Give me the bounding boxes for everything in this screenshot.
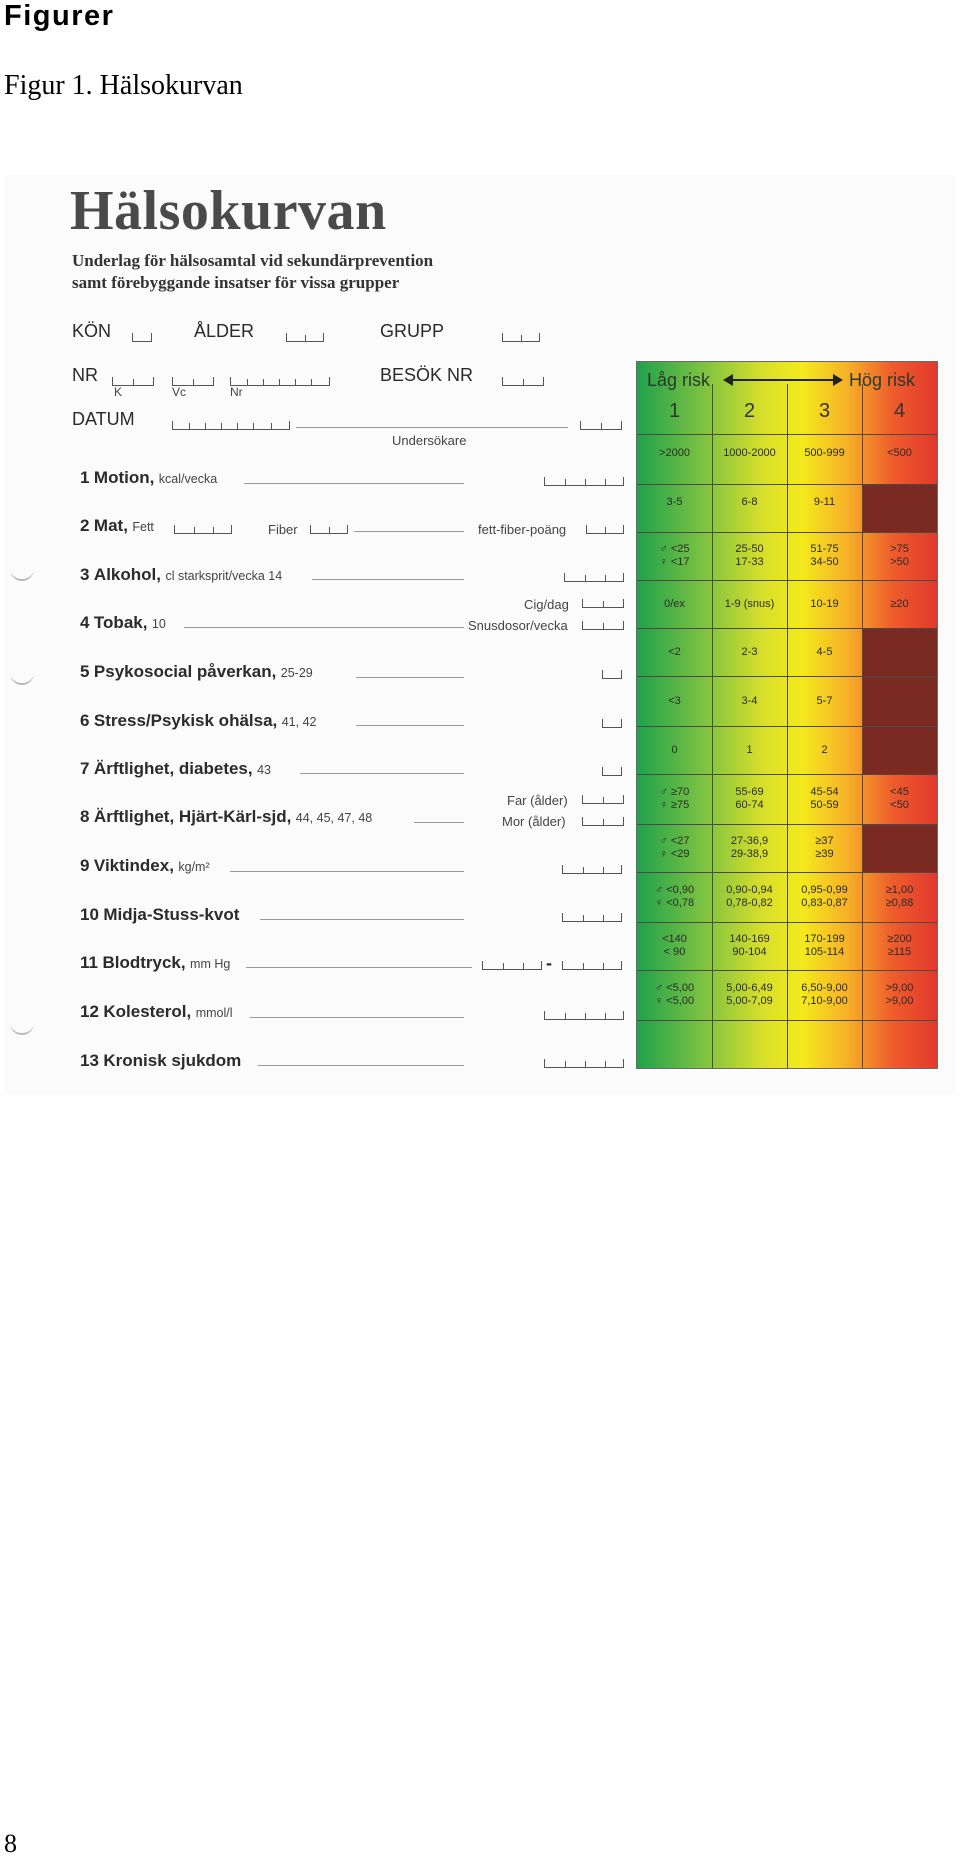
- besok-nr-boxes[interactable]: [502, 377, 544, 386]
- item-row-11: [80, 953, 230, 973]
- risk-cell-r2-c2: 6-8: [741, 495, 758, 508]
- alder-boxes[interactable]: [286, 333, 324, 342]
- risk-cell-r8-c3: 45-54 50-59: [810, 786, 839, 811]
- item-line: [244, 483, 464, 484]
- grupp-label: GRUPP: [380, 321, 445, 341]
- item-name: Viktindex,: [93, 856, 174, 875]
- item-line: [354, 531, 464, 532]
- row-divider: [637, 970, 937, 971]
- snusdosor-label: Snusdosor/vecka: [468, 618, 568, 633]
- low-risk-label: Låg risk: [647, 370, 711, 390]
- risk-cell-r9-c3: ≥37 ≥39: [815, 835, 834, 860]
- row-divider: [637, 774, 937, 775]
- undersokare-line[interactable]: [296, 427, 568, 428]
- nr-nr-label: Nr: [230, 385, 243, 399]
- risk-cell-r3-c2: 25-50 17-33: [735, 543, 764, 568]
- item-name: Alkohol,: [93, 565, 161, 584]
- figure-caption: Figur 1. Hälsokurvan: [4, 70, 243, 101]
- risk-cell-r7-c2: 1: [746, 743, 753, 756]
- risk-cell-r11-c3: 170-199 105-114: [804, 933, 845, 958]
- fett-fiber-poang-label: fett-fiber-poäng: [478, 522, 567, 537]
- item-13-boxes[interactable]: [544, 1059, 624, 1068]
- health-curve-form: [4, 175, 956, 1095]
- item-unit: mmol/l: [195, 1006, 233, 1020]
- item-6-box[interactable]: [602, 719, 622, 728]
- item-unit: 41, 42: [281, 715, 317, 729]
- item-name: Kolesterol,: [103, 1002, 192, 1021]
- item-number: 11: [80, 953, 98, 972]
- nr-label: NR: [72, 365, 98, 385]
- bp-dash: -: [546, 953, 552, 973]
- item-row-4: [80, 613, 166, 633]
- risk-column-2: 2: [743, 400, 756, 422]
- fett-boxes[interactable]: [174, 525, 232, 534]
- row-divider: [637, 532, 937, 533]
- item-9-boxes[interactable]: [562, 865, 622, 874]
- item-name: Mat,: [93, 516, 128, 535]
- risk-cell-r4-c3: 10-19: [810, 597, 839, 610]
- item-number: 3: [80, 565, 90, 584]
- risk-cell-r2-c1: 3-5: [666, 495, 683, 508]
- item-line: [300, 773, 464, 774]
- risk-cell-r12-c1: ♂ <5,00 ♀ <5,00: [654, 982, 695, 1007]
- kon-boxes[interactable]: [132, 333, 152, 342]
- item-line: [414, 822, 464, 823]
- risk-cell-r9-c1: ♂ <27 ♀ <29: [659, 835, 690, 860]
- item-name: Ärftlighet, Hjärt-Kärl-sjd,: [93, 807, 292, 826]
- far-alder-label: Far (ålder): [507, 793, 568, 808]
- risk-cell-r9-c2: 27-36,9 29-38,9: [730, 835, 769, 860]
- item-3-boxes[interactable]: [564, 573, 624, 582]
- item-number: 2: [80, 516, 90, 535]
- row-divider: [637, 1020, 937, 1021]
- item-name: Psykosocial påverkan,: [93, 662, 277, 681]
- item-row-8: [80, 807, 372, 827]
- risk-cell-r11-c1: <140 < 90: [662, 933, 687, 958]
- high-risk-filled-cell: [863, 485, 937, 532]
- risk-cell-r8-c4: <45 <50: [890, 786, 909, 811]
- item-unit: Fett: [132, 520, 154, 534]
- cig-dag-boxes[interactable]: [582, 599, 624, 608]
- risk-cell-r3-c4: >75 >50: [890, 543, 909, 568]
- fett-fiber-poang-boxes[interactable]: [586, 525, 624, 534]
- risk-cell-r10-c2: 0,90-0,94 0,78-0,82: [726, 884, 773, 909]
- form-subtitle-line1: Underlag för hälsosamtal vid sekundärprevention: [72, 251, 434, 270]
- item-line: [184, 627, 464, 628]
- risk-cell-r4-c2: 1-9 (snus): [724, 597, 775, 610]
- form-subtitle-line2: samt förebyggande insatser för vissa grupper: [72, 273, 400, 292]
- punch-hole: [10, 1021, 34, 1035]
- item-number: 9: [80, 856, 90, 875]
- fiber-boxes[interactable]: [310, 525, 348, 534]
- systolic-boxes[interactable]: [482, 961, 542, 970]
- kon-label: KÖN: [72, 321, 112, 341]
- risk-cell-r1-c1: >2000: [659, 446, 690, 459]
- risk-cell-r3-c3: 51-75 34-50: [810, 543, 839, 568]
- risk-column-3: 3: [818, 400, 831, 422]
- nr-nr-boxes[interactable]: [230, 377, 330, 386]
- risk-cell-r11-c4: ≥200 ≥115: [887, 933, 912, 958]
- item-line: [356, 677, 464, 678]
- high-risk-filled-cell: [863, 677, 937, 726]
- item-name: Ärftlighet, diabetes,: [93, 759, 253, 778]
- risk-column-4: 4: [893, 400, 906, 422]
- item-line: [260, 919, 464, 920]
- item-line: [312, 579, 464, 580]
- item-name: Tobak,: [93, 613, 148, 632]
- item-12-boxes[interactable]: [544, 1011, 624, 1020]
- risk-cell-r10-c1: ♂ <0,90 ♀ <0,78: [654, 884, 695, 909]
- row-divider: [637, 922, 937, 923]
- item-name: Midja-Stuss-kvot: [103, 905, 240, 924]
- risk-cell-r7-c3: 2: [821, 743, 828, 756]
- risk-cell-r1-c2: 1000-2000: [723, 446, 776, 459]
- item-7-box[interactable]: [602, 767, 622, 776]
- risk-cell-r5-c1: <2: [668, 645, 681, 658]
- snusdosor-boxes[interactable]: [582, 621, 624, 630]
- row-divider: [637, 872, 937, 873]
- item-row-7: [80, 759, 271, 779]
- item-unit: 44, 45, 47, 48: [295, 811, 373, 825]
- risk-cell-r11-c2: 140-169 90-104: [729, 933, 770, 958]
- item-row-5: [80, 662, 313, 682]
- mor-alder-label: Mor (ålder): [502, 814, 566, 829]
- high-risk-filled-cell: [863, 825, 937, 872]
- cig-dag-label: Cig/dag: [524, 597, 569, 612]
- item-line: [250, 1017, 464, 1018]
- document-heading: Figurer: [4, 0, 115, 32]
- risk-cell-r8-c2: 55-69 60-74: [735, 786, 764, 811]
- risk-cell-r1-c4: <500: [887, 446, 912, 459]
- punch-hole: [10, 671, 34, 685]
- page-number: 8: [4, 1829, 17, 1858]
- item-unit: 10: [151, 617, 166, 631]
- item-row-12: [80, 1002, 233, 1022]
- nr-k-label: K: [114, 385, 123, 399]
- item-10-boxes[interactable]: [562, 913, 622, 922]
- high-risk-filled-cell: [863, 727, 937, 774]
- item-unit: cl starksprit/vecka 14: [165, 569, 283, 583]
- item-number: 6: [80, 711, 90, 730]
- alder-label: ÅLDER: [194, 321, 255, 341]
- risk-arrow-line: [731, 379, 835, 381]
- row-divider: [637, 434, 937, 435]
- risk-column-1: 1: [668, 400, 681, 422]
- risk-cell-r3-c1: ♂ <25 ♀ <17: [659, 543, 690, 568]
- undersokare-label: Undersökare: [392, 433, 467, 448]
- far-alder-boxes[interactable]: [582, 795, 624, 804]
- item-row-1: [80, 468, 217, 488]
- risk-cell-r1-c3: 500-999: [804, 446, 845, 459]
- item-name: Kronisk sjukdom: [103, 1051, 242, 1070]
- item-number: 12: [80, 1002, 99, 1021]
- item-number: 4: [80, 613, 90, 632]
- item-unit: 43: [257, 763, 271, 777]
- nr-vc-label: Vc: [172, 385, 187, 399]
- risk-cell-r12-c2: 5,00-6,49 5,00-7,09: [726, 982, 773, 1007]
- grupp-boxes[interactable]: [502, 333, 540, 342]
- risk-cell-r10-c4: ≥1,00 ≥0,88: [885, 884, 914, 909]
- item-unit: kcal/vecka: [158, 472, 218, 486]
- risk-cell-r4-c1: 0/ex: [664, 597, 685, 610]
- risk-cell-r5-c2: 2-3: [741, 645, 758, 658]
- risk-cell-r8-c1: ♂ ≥70 ♀ ≥75: [659, 786, 690, 811]
- high-risk-filled-cell: [863, 629, 937, 676]
- risk-scale-table: [636, 361, 938, 1069]
- item-number: 7: [80, 759, 90, 778]
- item-line: [246, 967, 472, 968]
- item-row-2: [80, 516, 154, 536]
- risk-cell-r4-c4: ≥20: [890, 597, 909, 610]
- item-name: Blodtryck,: [102, 953, 186, 972]
- risk-cell-r6-c1: <3: [668, 694, 681, 707]
- form-title: Hälsokurvan: [70, 180, 387, 242]
- arrow-right-icon: [833, 374, 843, 386]
- undersokare-boxes[interactable]: [580, 421, 622, 430]
- besok-nr-label: BESÖK NR: [380, 365, 474, 385]
- risk-cell-r10-c3: 0,95-0,99 0,83-0,87: [801, 884, 848, 909]
- item-name: Motion,: [93, 468, 155, 487]
- item-number: 8: [80, 807, 90, 826]
- item-row-3: [80, 565, 282, 585]
- datum-label: DATUM: [72, 409, 135, 429]
- item-name: Stress/Psykisk ohälsa,: [93, 711, 278, 730]
- item-number: 1: [80, 468, 90, 487]
- item-number: 13: [80, 1051, 99, 1070]
- row-divider: [637, 580, 937, 581]
- risk-cell-r5-c3: 4-5: [816, 645, 833, 658]
- risk-cell-r6-c2: 3-4: [741, 694, 758, 707]
- mor-alder-boxes[interactable]: [582, 817, 624, 826]
- risk-cell-r6-c3: 5-7: [816, 694, 833, 707]
- risk-cell-r2-c3: 9-11: [813, 495, 836, 508]
- risk-cell-r7-c1: 0: [671, 743, 678, 756]
- item-number: 5: [80, 662, 90, 681]
- risk-cell-r12-c3: 6,50-9,00 7,10-9,00: [801, 982, 848, 1007]
- item-unit: mm Hg: [190, 957, 231, 971]
- datum-boxes[interactable]: [172, 421, 290, 430]
- punch-hole: [10, 567, 34, 581]
- item-row-9: [80, 856, 210, 876]
- item-row-10: [80, 905, 239, 925]
- item-line: [356, 725, 464, 726]
- high-risk-label: Hög risk: [849, 370, 916, 390]
- item-1-boxes[interactable]: [544, 477, 624, 486]
- diastolic-boxes[interactable]: [562, 961, 622, 970]
- item-row-13: [80, 1051, 241, 1071]
- item-unit: 25-29: [280, 666, 313, 680]
- item-row-6: [80, 711, 316, 731]
- risk-cell-r12-c4: >9,00 >9,00: [885, 982, 914, 1007]
- item-5-box[interactable]: [602, 670, 622, 679]
- item-line: [230, 871, 464, 872]
- item-line: [258, 1065, 464, 1066]
- item-unit: kg/m²: [178, 860, 210, 874]
- item-number: 10: [80, 905, 99, 924]
- fiber-label: Fiber: [268, 522, 298, 537]
